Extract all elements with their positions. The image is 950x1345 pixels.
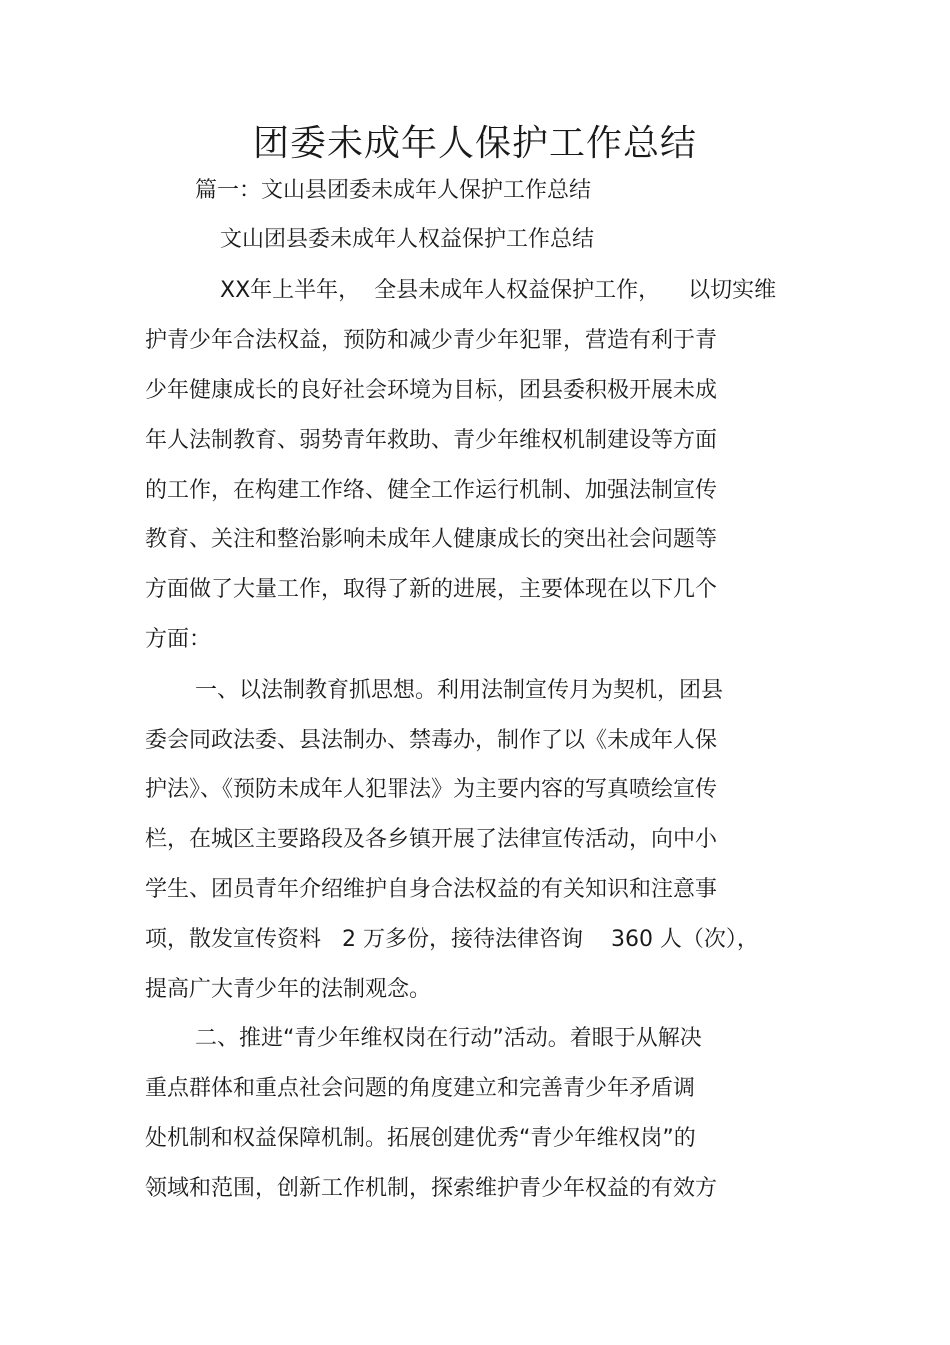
body-line: 栏，在城区主要路段及各乡镇开展了法律宣传活动，向中小 (145, 827, 718, 852)
body-line: 处机制和权益保障机制。拓展创建优秀“青少年维权岗”的 (145, 1126, 696, 1151)
body-line: 学生、团员青年介绍维护自身合法权益的有关知识和注意事 (145, 877, 718, 902)
body-line: 项，散发宣传资料 2 万多份，接待法律咨询 360 人（次）， (145, 927, 759, 952)
body-line: 少年健康成长的良好社会环境为目标，团县委积极开展未成 (145, 378, 718, 403)
body-line: 年人法制教育、弱势青年救助、青少年维权机制建设等方面 (145, 428, 718, 453)
body-line: 二、推进“青少年维权岗在行动”活动。着眼于从解决 (195, 1026, 702, 1051)
body-line: 一、以法制教育抓思想。利用法制宣传月为契机，团县 (195, 678, 724, 703)
section-heading: 文山团县委未成年人权益保护工作总结 (220, 227, 595, 252)
body-line: 方面做了大量工作，取得了新的进展，主要体现在以下几个 (145, 577, 718, 602)
body-line: 提高广大青少年的法制观念。 (145, 977, 432, 1002)
body-line: 方面： (145, 627, 212, 652)
body-line: 的工作，在构建工作络、健全工作运行机制、加强法制宣传 (145, 478, 718, 503)
body-line: 领域和范围，创新工作机制，探索维护青少年权益的有效方 (145, 1176, 718, 1201)
body-line: 护青少年合法权益，预防和减少青少年犯罪，营造有利于青 (145, 328, 718, 353)
body-line: 护法》、《预防未成年人犯罪法》为主要内容的写真喷绘宣传 (145, 777, 718, 802)
body-line: 重点群体和重点社会问题的角度建立和完善青少年矛盾调 (145, 1076, 696, 1101)
body-line: 委会同政法委、县法制办、禁毒办，制作了以《未成年人保 (145, 728, 718, 753)
body-line: 教育、关注和整治影响未成年人健康成长的突出社会问题等 (145, 527, 718, 552)
document-title: 团委未成年人保护工作总结 (252, 123, 697, 164)
subtitle: 篇一：文山县团委未成年人保护工作总结 (195, 178, 592, 203)
body-line: XX年上半年， 全县未成年人权益保护工作， 以切实维 (220, 278, 777, 303)
